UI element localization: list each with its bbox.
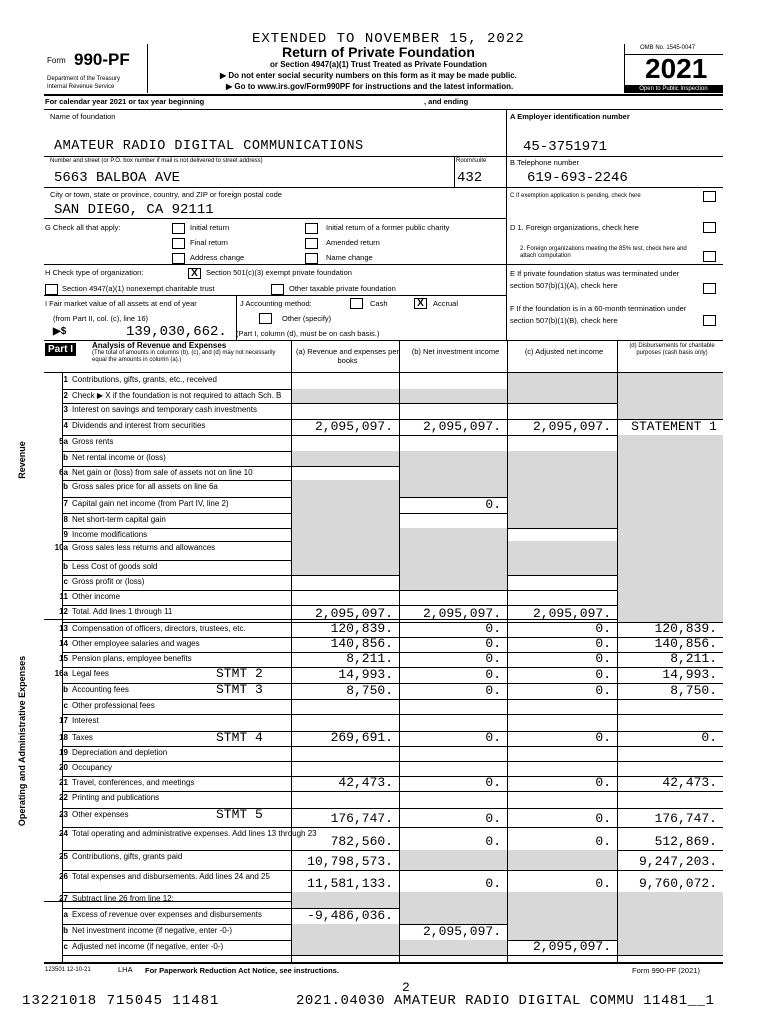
line-label: Net short-term capital gain: [72, 515, 166, 524]
phone: 619-693-2246: [527, 170, 628, 186]
cash-basis-note: (Part I, column (d), must be on cash basis.): [236, 329, 380, 338]
i-label: I Fair market value of all assets at end of year: [45, 299, 197, 308]
line-number: b: [63, 685, 68, 694]
other-method-label: Other (specify): [282, 314, 332, 323]
accrual-label: Accrual: [433, 299, 459, 308]
cell-col-a: 2,095,097.: [314, 419, 393, 434]
line-label: Other employee salaries and wages: [72, 639, 200, 648]
cell-col-a: 8,750.: [346, 683, 393, 698]
line-label: Depreciation and depletion: [72, 748, 168, 757]
line-number: 21: [59, 778, 68, 787]
line-label: Contributions, gifts, grants paid: [72, 852, 183, 861]
d1-label: D 1. Foreign organizations, check here: [510, 223, 639, 232]
4947-checkbox[interactable]: [45, 281, 58, 299]
line-number: 8: [63, 515, 68, 524]
other-taxable-label: Other taxable private foundation: [289, 284, 396, 293]
cash-label: Cash: [370, 299, 388, 308]
cell-col-b: 0.: [485, 876, 501, 891]
e-checkbox[interactable]: [703, 280, 716, 298]
former-public-charity-label: Initial return of a former public charity: [326, 223, 450, 232]
col-a-header: (a) Revenue and expenses per books: [296, 347, 399, 365]
irs: Internal Revenue Service: [47, 84, 115, 90]
line-number: 10a: [54, 543, 68, 552]
line-number: 9: [63, 530, 68, 539]
line-number: 3: [63, 405, 68, 414]
address-change-checkbox[interactable]: [172, 250, 185, 268]
cell-col-d: 176,747.: [654, 811, 717, 826]
cell-col-a: 8,211.: [346, 651, 393, 666]
cell-col-a: 120,839.: [330, 621, 393, 636]
tax-year: 2021: [645, 53, 708, 84]
line-number: 19: [59, 748, 68, 757]
cell-col-b: 0.: [485, 730, 501, 745]
side-expenses: Operating and Administrative Expenses: [17, 655, 27, 827]
phone-label: B Telephone number: [510, 158, 580, 167]
line-number: 27: [59, 894, 68, 903]
line-label: Other professional fees: [72, 701, 155, 710]
cell-col-c: 0.: [595, 667, 611, 682]
form-code: 123501 12-10-21: [45, 967, 91, 973]
lha: LHA: [118, 965, 133, 974]
name-change-checkbox[interactable]: [305, 250, 318, 268]
cell-col-c: 0.: [595, 683, 611, 698]
cell-col-d: 0.: [701, 730, 717, 745]
cash-checkbox[interactable]: [350, 295, 363, 313]
line-number: a: [63, 910, 68, 919]
line-label: Net gain or (loss) from sale of assets not on line 10: [72, 468, 253, 477]
form-number: 990-PF: [74, 50, 130, 69]
foundation-name: AMATEUR RADIO DIGITAL COMMUNICATIONS: [54, 139, 364, 154]
ein-label: A Employer identification number: [510, 112, 630, 121]
irs-url-notice: ▶ Go to www.irs.gov/Form990PF for instructions and the latest information.: [226, 82, 514, 91]
line-number: 18: [59, 733, 68, 742]
line-number: 4: [63, 421, 68, 430]
cell-col-b: 0.: [485, 775, 501, 790]
line-number: 2: [63, 391, 68, 400]
j-label: J Accounting method:: [240, 299, 312, 308]
4947-label: Section 4947(a)(1) nonexempt charitable trust: [62, 284, 215, 293]
line-label: Dividends and interest from securities: [72, 421, 206, 430]
cell-col-b: 0.: [485, 667, 501, 682]
line-number: b: [63, 482, 68, 491]
part-label: Part I: [45, 343, 76, 356]
other-method-checkbox[interactable]: [259, 310, 272, 328]
line-number: 7: [63, 499, 68, 508]
501c3-label: Section 501(c)(3) exempt private foundation: [206, 268, 352, 277]
cell-col-c: 0.: [595, 775, 611, 790]
cell-col-d: 14,993.: [662, 667, 717, 682]
line-number: 25: [59, 852, 68, 861]
cell-col-c: 0.: [595, 876, 611, 891]
line-number: c: [63, 701, 68, 710]
open-public: Open to Public Inspection: [624, 85, 723, 93]
line-label: Other expenses: [72, 810, 129, 819]
line-number: b: [63, 453, 68, 462]
line-label: Printing and publications: [72, 793, 160, 802]
line-label: Travel, conferences, and meetings: [72, 778, 195, 787]
cell-col-a: -9,486,036.: [307, 908, 393, 923]
line-label: Subtract line 26 from line 12:: [72, 894, 174, 903]
fmv-assets: 139,030,662.: [126, 324, 227, 340]
cell-col-a: 176,747.: [330, 811, 393, 826]
statement-ref: STMT 2: [216, 666, 263, 681]
line-label: Total expenses and disbursements. Add lines 24 and 25: [72, 872, 270, 881]
cell-col-d: 8,211.: [670, 651, 717, 666]
line-label: Net investment income (if negative, enter -0-): [72, 926, 233, 935]
line-label: Compensation of officers, directors, trustees, etc.: [72, 624, 246, 633]
f-checkbox[interactable]: [703, 312, 716, 330]
city-label: City or town, state or province, country, and ZIP or foreign postal code: [50, 190, 282, 199]
line-label: Occupancy: [72, 763, 113, 772]
line-number: 5a: [59, 437, 68, 446]
cell-col-b: 0.: [485, 651, 501, 666]
cell-col-a: 782,560.: [330, 834, 393, 849]
cell-col-b: 0.: [485, 811, 501, 826]
cell-col-a: 2,095,097.: [314, 606, 393, 621]
line-number: 1: [63, 375, 68, 384]
cell-col-d: 9,247,203.: [638, 854, 717, 869]
exemption-label: C If exemption application is pending, check here: [510, 193, 641, 199]
cell-col-c: 0.: [595, 636, 611, 651]
omb-number: OMB No. 1545-0047: [640, 45, 696, 51]
calendar-year: For calendar year 2021 or tax year beginning: [45, 97, 205, 106]
cell-col-b: 0.: [485, 636, 501, 651]
dept-treasury: Department of the Treasury: [47, 76, 121, 82]
name-label: Name of foundation: [50, 112, 116, 121]
line-label: Gross rents: [72, 437, 114, 446]
col-c-header: (c) Adjusted net income: [524, 347, 604, 356]
line-label: Gross profit or (loss): [72, 577, 145, 586]
cell-col-a: 10,798,573.: [307, 854, 393, 869]
paperwork-notice: For Paperwork Reduction Act Notice, see instructions.: [145, 966, 339, 975]
line-label: Less Cost of goods sold: [72, 562, 158, 571]
line-label: Capital gain net income (from Part IV, line 2): [72, 499, 229, 508]
line-number: 20: [59, 763, 68, 772]
name-change-label: Name change: [326, 253, 373, 262]
form-label: Form: [47, 56, 66, 65]
line-number: 11: [59, 592, 68, 601]
cell-col-c: 2,095,097.: [532, 939, 611, 954]
line-number: 15: [59, 654, 68, 663]
line-label: Excess of revenue over expenses and disbursements: [72, 910, 262, 919]
col-b-header: (b) Net investment income: [411, 347, 500, 356]
cell-col-a: 14,993.: [338, 667, 393, 682]
line-label: Accounting fees: [72, 685, 129, 694]
cell-col-c: 0.: [595, 730, 611, 745]
part-desc: (The total of amounts in columns (b), (c), and (d) may not necessarily equal the amounts in column (a).): [92, 350, 276, 363]
line-label: Pension plans, employee benefits: [72, 654, 192, 663]
d1-checkbox[interactable]: [703, 219, 716, 237]
and-ending: , and ending: [424, 97, 469, 106]
cell-col-b: 0.: [485, 834, 501, 849]
cell-col-d: 140,856.: [654, 636, 717, 651]
line-number: 16a: [54, 669, 68, 678]
line-number: 17: [59, 716, 68, 725]
line-label: Gross sales price for all assets on line 6a: [72, 482, 218, 491]
d2-label: 2. Foreign organizations meeting the 85% test, check here and attach computation: [520, 246, 687, 259]
cell-col-d: 42,473.: [662, 775, 717, 790]
cell-col-c: 2,095,097.: [532, 419, 611, 434]
f-label: F If the foundation is in a 60-month termination under section 507(b)(1)(B), check here: [510, 304, 687, 325]
line-number: 6a: [59, 468, 68, 477]
bottom-right-code: 2021.04030 AMATEUR RADIO DIGITAL COMMU 11481__1: [296, 993, 715, 1009]
line-number: 24: [59, 829, 68, 838]
other-taxable-checkbox[interactable]: [271, 281, 284, 299]
i-label2: (from Part II, col. (c), line 16): [53, 314, 149, 323]
line-label: Other income: [72, 592, 121, 601]
line-number: 14: [59, 639, 68, 648]
cell-col-c: 0.: [595, 621, 611, 636]
line-number: 22: [59, 793, 68, 802]
cell-col-d: STATEMENT 1: [631, 419, 717, 434]
cell-col-a: 42,473.: [338, 775, 393, 790]
cell-col-a: 269,691.: [330, 730, 393, 745]
cell-col-c: 0.: [595, 811, 611, 826]
cell-col-c: 0.: [595, 651, 611, 666]
line-number: 23: [59, 810, 68, 819]
line-number: 12: [59, 607, 68, 616]
final-return-label: Final return: [190, 238, 228, 247]
line-label: Taxes: [72, 733, 93, 742]
line-label: Gross sales less returns and allowances: [72, 543, 216, 552]
room-label: Room/suite: [456, 158, 487, 164]
initial-return-label: Initial return: [190, 223, 230, 232]
line-number: c: [63, 942, 68, 951]
501c3-checkbox[interactable]: X: [188, 265, 201, 283]
line-label: Income modifications: [72, 530, 148, 539]
cell-col-a: 140,856.: [330, 636, 393, 651]
city: SAN DIEGO, CA 92111: [54, 202, 214, 218]
accrual-checkbox[interactable]: X: [414, 295, 427, 313]
ssn-notice: ▶ Do not enter social security numbers on this form as it may be made public.: [220, 71, 517, 80]
line-number: b: [63, 926, 68, 935]
cell-col-c: 2,095,097.: [532, 606, 611, 621]
i-arrow: ▶$: [53, 326, 67, 337]
extended-notice: EXTENDED TO NOVEMBER 15, 2022: [252, 31, 525, 47]
form-footer: Form 990-PF (2021): [632, 966, 700, 975]
cell-col-b: 0.: [485, 621, 501, 636]
e-label: E If private foundation status was terminated under section 507(b)(1)(A), check here: [510, 269, 680, 290]
line-number: 26: [59, 872, 68, 881]
line-label: Total. Add lines 1 through 11: [72, 607, 173, 616]
g-label: G Check all that apply:: [45, 223, 121, 232]
form-subtitle: or Section 4947(a)(1) Trust Treated as Private Foundation: [270, 60, 487, 69]
street-address: 5663 BALBOA AVE: [54, 170, 181, 186]
cell-col-b: 2,095,097.: [422, 606, 501, 621]
cell-col-b: 0.: [485, 497, 501, 512]
line-label: Net rental income or (loss): [72, 453, 166, 462]
line-number: c: [63, 577, 68, 586]
cell-col-b: 2,095,097.: [422, 924, 501, 939]
line-number: b: [63, 562, 68, 571]
street-label: Number and street (or P.O. box number if mail is not delivered to street address): [50, 158, 263, 164]
cell-col-d: 9,760,072.: [638, 876, 717, 891]
cell-col-d: 8,750.: [670, 683, 717, 698]
room-suite: 432: [457, 170, 483, 186]
line-label: Interest on savings and temporary cash investments: [72, 405, 257, 414]
statement-ref: STMT 5: [216, 807, 263, 822]
line-label: Total operating and administrative expenses. Add lines 13 through 23: [72, 829, 317, 838]
line-label: Adjusted net income (if negative, enter -0-): [72, 942, 224, 951]
cell-col-d: 120,839.: [654, 621, 717, 636]
amended-return-label: Amended return: [326, 238, 380, 247]
line-label: Legal fees: [72, 669, 109, 678]
cell-col-c: 0.: [595, 834, 611, 849]
side-revenue: Revenue: [17, 441, 27, 479]
line-label: Contributions, gifts, grants, etc., received: [72, 375, 217, 384]
line-label: Interest: [72, 716, 99, 725]
cell-col-a: 11,581,133.: [307, 876, 393, 891]
cell-col-b: 0.: [485, 683, 501, 698]
part-title: Analysis of Revenue and Expenses: [92, 341, 227, 350]
h-label: H Check type of organization:: [45, 268, 144, 277]
cell-col-b: 2,095,097.: [422, 419, 501, 434]
form-title: Return of Private Foundation: [282, 44, 475, 60]
address-change-label: Address change: [190, 253, 245, 262]
exemption-checkbox[interactable]: [703, 188, 716, 206]
statement-ref: STMT 4: [216, 730, 263, 745]
line-label: Check ▶ X if the foundation is not required to attach Sch. B: [72, 391, 282, 400]
page-number: 2: [402, 980, 410, 995]
bottom-left-code: 13221018 715045 11481: [22, 993, 220, 1009]
col-d-header: (d) Disbursements for charitable purposes (cash basis only): [629, 343, 715, 356]
cell-col-d: 512,869.: [654, 834, 717, 849]
line-number: 13: [59, 624, 68, 633]
ein: 45-3751971: [523, 139, 608, 155]
statement-ref: STMT 3: [216, 682, 263, 697]
